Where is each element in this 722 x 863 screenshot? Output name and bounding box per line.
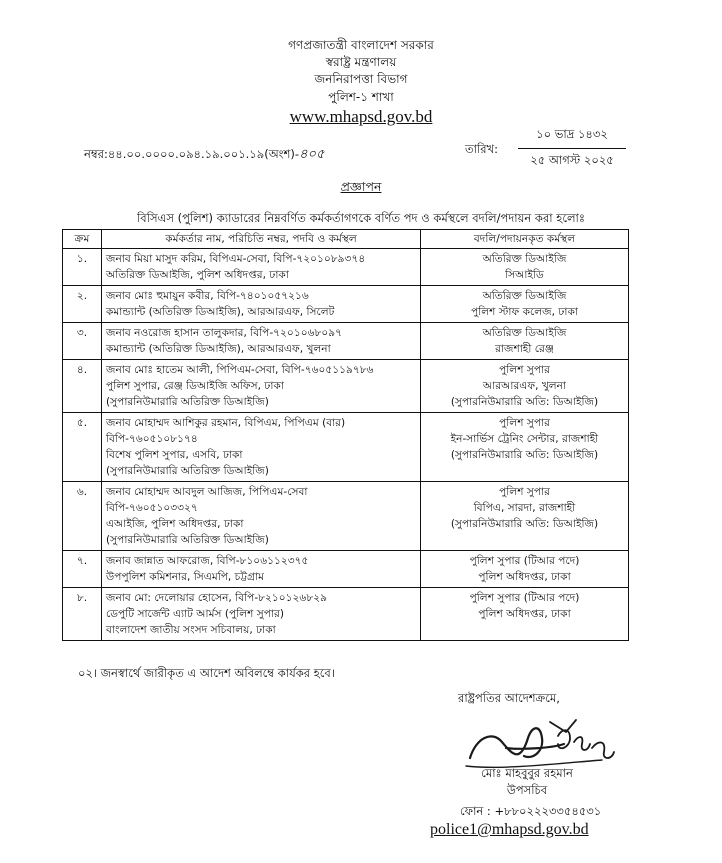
posting-line: পুলিশ স্টাফ কলেজ, ঢাকা	[471, 306, 578, 318]
division-name: জননিরাপত্তা বিভাগ	[314, 72, 408, 86]
posting-line: সিআইডি	[505, 269, 544, 281]
officer-line: এআইজি, পুলিশ অধিদপ্তর, ঢাকা	[106, 518, 244, 530]
officer-line: জনাব জান্নাত আফরোজ, বিপি-৮১০৬১১২৩৭৫	[106, 555, 309, 567]
header-posting: বদলি/পদায়নকৃত কর্মস্থল	[421, 230, 629, 249]
officer-line: বিশেষ পুলিশ সুপার, এসবি, ঢাকা	[106, 449, 243, 461]
posting-line: পুলিশ অধিদপ্তর, ঢাকা	[478, 571, 571, 583]
posting-line: অতিরিক্ত ডিআইজি	[482, 290, 567, 302]
officer-line: (সুপারনিউমারারি অতিরিক্ত ডিআইজি)	[106, 534, 269, 546]
posting-line: (সুপারনিউমারারি অতি: ডিআইজি)	[450, 518, 599, 530]
intro-text: বিসিএস (পুলিশ) ক্যাডারের নিম্নবর্ণিত কর্মকর্তাগণকে বর্ণিত পদ ও কর্মস্থলে বদলি/পদায়ন করা হলোঃ	[137, 211, 585, 225]
officer-line: ডেপুটি সার্জেন্ট এ্যাট আর্মস (পুলিশ সুপার)	[106, 608, 285, 620]
date-label: তারিখ:	[465, 142, 499, 156]
row-officer	[102, 413, 421, 482]
table-row	[63, 413, 629, 482]
table-row	[63, 286, 629, 323]
officer-line: জনাব নওরোজ হাসান তালুকদার, বিপি-৭২০১০৬৮০৯৭	[106, 327, 342, 339]
posting-line: বিপিএ, সারদা, রাজশাহী	[473, 502, 576, 514]
row-serial: ১.	[63, 249, 102, 286]
memo-number-label: নম্বর:	[84, 147, 108, 161]
officer-line: জনাব মোঃ হুমায়ুন কবীর, বিপি-৭৪০১০৫৭২১৬	[106, 290, 309, 302]
memo-number-handwritten: ৪০৫	[299, 147, 325, 162]
phone-label: ফোন :	[460, 804, 491, 818]
signer-designation: উপসচিব	[506, 783, 548, 797]
notification-heading: প্রজ্ঞাপন	[340, 179, 382, 194]
row-posting	[421, 286, 629, 323]
signer-name: মোঃ মাহবুবুর রহমান	[481, 766, 573, 780]
date-bangla: ১০ ভাদ্র ১৪৩২	[518, 126, 626, 149]
row-officer	[102, 588, 421, 641]
officer-line: অতিরিক্ত ডিআইজি, পুলিশ অধিদপ্তর, ঢাকা	[106, 269, 289, 281]
row-officer	[102, 551, 421, 588]
table-row	[63, 323, 629, 360]
posting-line: পুলিশ অধিদপ্তর, ঢাকা	[478, 608, 571, 620]
table-row	[63, 249, 629, 286]
table-header-row	[63, 230, 629, 249]
date-gregorian: ২৫ আগস্ট ২০২৫	[530, 153, 614, 167]
posting-line: পুলিশ সুপার	[499, 417, 550, 429]
officer-line: উপপুলিশ কমিশনার, সিএমপি, চট্টগ্রাম	[106, 571, 264, 583]
officer-line: বিপি-৭৬০৫১০৮১৭৪	[106, 433, 198, 445]
row-posting	[421, 249, 629, 286]
phone-line	[460, 803, 601, 822]
row-serial: ৪.	[63, 360, 102, 413]
email-link[interactable]: police1@mhapsd.gov.bd	[430, 821, 589, 838]
posting-line: পুলিশ সুপার	[499, 486, 550, 498]
table-row	[63, 482, 629, 551]
signer-block	[452, 765, 602, 799]
officer-line: জনাব মো: দেলোয়ার হোসেন, বিপি-৮২১০১২৬৮২৯	[106, 592, 327, 604]
row-officer	[102, 482, 421, 551]
officer-line: বিপি-৭৬০৫১০৩৩২৭	[106, 502, 198, 514]
row-posting	[421, 551, 629, 588]
row-posting	[421, 323, 629, 360]
row-officer	[102, 286, 421, 323]
posting-line: আরআরএফ, খুলনা	[482, 380, 567, 392]
government-name: গণপ্রজাতন্ত্রী বাংলাদেশ সরকার	[288, 38, 434, 52]
website-link[interactable]: www.mhapsd.gov.bd	[289, 107, 433, 126]
officer-line: জনাব মোহাম্মদ আবদুল আজিজ, পিপিএম-সেবা	[106, 486, 308, 498]
officer-line: কমান্ড্যান্ট (অতিরিক্ত ডিআইজি), আরআরএফ, সিলেট	[106, 306, 335, 318]
officer-line: (সুপারনিউমারারি অতিরিক্ত ডিআইজি)	[106, 465, 269, 477]
posting-line: রাজশাহী রেঞ্জ	[495, 343, 554, 355]
posting-line: ইন-সার্ভিস ট্রেনিং সেন্টার, রাজশাহী	[450, 433, 599, 445]
posting-line: অতিরিক্ত ডিআইজি	[482, 253, 567, 265]
section-name: পুলিশ-১ শাখা	[328, 90, 394, 104]
row-officer	[102, 323, 421, 360]
row-posting	[421, 360, 629, 413]
presidential-order: রাষ্ট্রপতির আদেশক্রমে,	[458, 691, 560, 705]
row-officer	[102, 360, 421, 413]
posting-line: অতিরিক্ত ডিআইজি	[482, 327, 567, 339]
row-posting	[421, 588, 629, 641]
posting-line: পুলিশ সুপার (টিআর পদে)	[469, 592, 580, 604]
phone-number: +৮৮০২২২৩৩৫৪৫৩১	[494, 804, 602, 818]
ministry-name: স্বরাষ্ট্র মন্ত্রণালয়	[325, 55, 397, 69]
row-serial: ৩.	[63, 323, 102, 360]
posting-line: পুলিশ সুপার (টিআর পদে)	[469, 555, 580, 567]
row-serial: ৭.	[63, 551, 102, 588]
row-serial: ৬.	[63, 482, 102, 551]
row-officer	[102, 249, 421, 286]
row-posting	[421, 413, 629, 482]
clause-text: ০২। জনস্বার্থে জারীকৃত এ আদেশ অবিলম্বে কার্যকর হবে।	[78, 666, 335, 680]
officer-line: কমান্ড্যান্ট (অতিরিক্ত ডিআইজি), আরআরএফ, খুলনা	[106, 343, 331, 355]
memo-number	[84, 145, 324, 166]
officer-line: জনাব মোহাম্মদ আশিকুর রহমান, বিপিএম, পিপিএম (বার)	[106, 417, 346, 429]
officer-line: (সুপারনিউমারারি অতিরিক্ত ডিআইজি)	[106, 396, 269, 408]
header-serial: ক্রম	[63, 230, 102, 249]
table-row	[63, 588, 629, 641]
posting-line: (সুপারনিউমারারি অতি: ডিআইজি)	[450, 396, 599, 408]
memo-number-value: ৪৪.০০.০০০০.০৯৪.১৯.০০১.১৯(অংশ)-	[107, 147, 300, 161]
officer-line: পুলিশ সুপার, রেঞ্জ ডিআইজি অফিস, ঢাকা	[106, 380, 284, 392]
officer-line: জনাব মোঃ হাতেম আলী, পিপিএম-সেবা, বিপি-৭৬০৫১১৯৭৮৬	[106, 364, 374, 376]
row-posting	[421, 482, 629, 551]
posting-line: পুলিশ সুপার	[499, 364, 550, 376]
transfer-table	[62, 229, 629, 641]
officer-line: জনাব মিয়া মাসুদ করিম, বিপিএম-সেবা, বিপি-৭২০১০৮৯৩৭৪	[106, 253, 366, 265]
row-serial: ৫.	[63, 413, 102, 482]
row-serial: ৮.	[63, 588, 102, 641]
date-block	[518, 126, 626, 171]
officer-line: বাংলাদেশ জাতীয় সংসদ সচিবালয়, ঢাকা	[106, 624, 276, 636]
table-row	[63, 551, 629, 588]
header-officer: কর্মকর্তার নাম, পরিচিতি নম্বর, পদবি ও কর্মস্থল	[102, 230, 421, 249]
posting-line: (সুপারনিউমারারি অতি: ডিআইজি)	[450, 449, 599, 461]
table-row	[63, 360, 629, 413]
row-serial: ২.	[63, 286, 102, 323]
